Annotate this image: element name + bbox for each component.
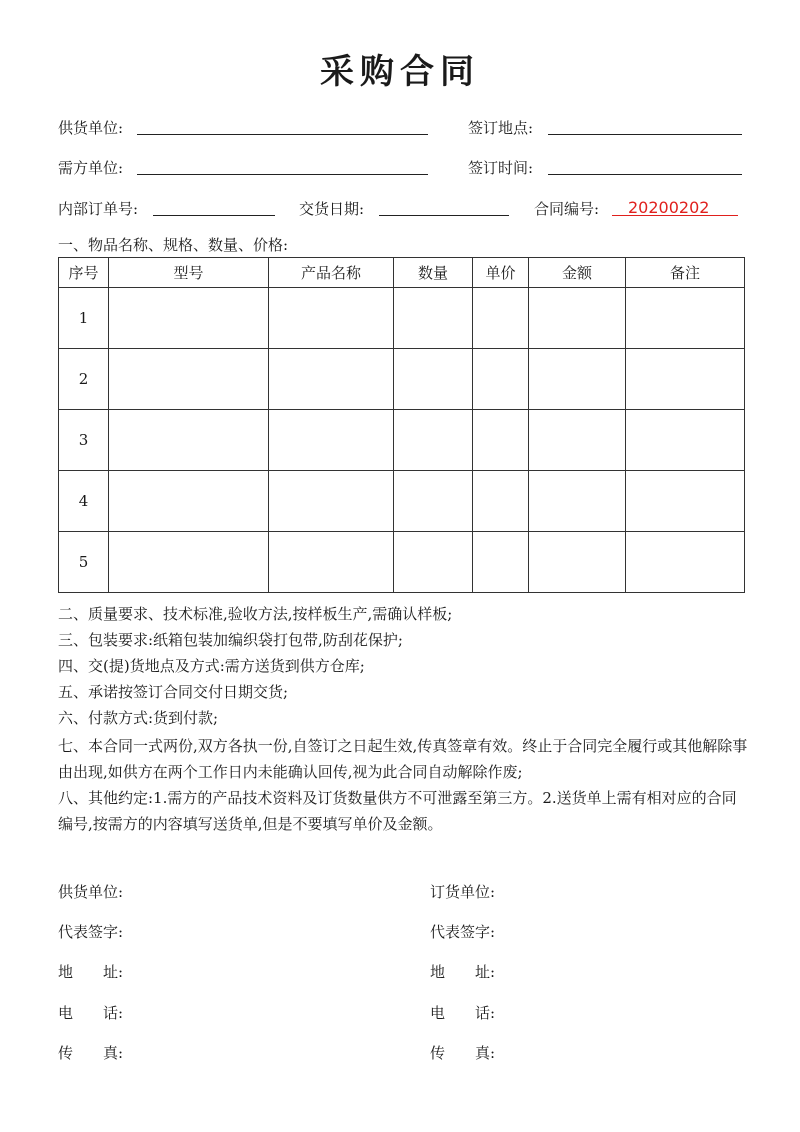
sig-right-orderer: 订货单位: [430, 883, 496, 901]
col-header-amount: 金额 [529, 258, 626, 288]
cell-unit-price[interactable] [473, 532, 529, 593]
cell-model[interactable] [109, 349, 269, 410]
cell-amount[interactable] [529, 288, 626, 349]
cell-unit-price[interactable] [473, 471, 529, 532]
sign-time-field-line[interactable] [548, 174, 742, 175]
sig-left-address: 地 址: [58, 963, 124, 981]
supplier-label: 供货单位: [58, 119, 124, 137]
cell-quantity[interactable] [394, 349, 473, 410]
cell-quantity[interactable] [394, 532, 473, 593]
row-index: 1 [59, 288, 109, 349]
row-index: 2 [59, 349, 109, 410]
clause-7-validity: 七、本合同一式两份,双方各执一份,自签订之日起生效,传真签章有效。终止于合同完全履行或其他解除事由出现,如供方在两个工作日内未能确认回传,视为此合同自动解除作废; [58, 737, 748, 781]
table-row [59, 288, 745, 349]
clause-6-payment: 六、付款方式:货到付款; [58, 709, 219, 727]
order-no-field-line[interactable] [153, 215, 275, 216]
sig-right-fax: 传 真: [430, 1044, 496, 1062]
sig-left-phone: 电 话: [58, 1004, 124, 1022]
sig-left-fax: 传 真: [58, 1044, 124, 1062]
delivery-date-field-line[interactable] [379, 215, 509, 216]
clause-4-delivery: 四、交(提)货地点及方式:需方送货到供方仓库; [58, 657, 365, 675]
clause-2-quality: 二、质量要求、技术标准,验收方法,按样板生产,需确认样板; [58, 605, 453, 623]
cell-unit-price[interactable] [473, 349, 529, 410]
cell-amount[interactable] [529, 410, 626, 471]
cell-amount[interactable] [529, 471, 626, 532]
cell-remarks[interactable] [626, 288, 745, 349]
cell-product-name[interactable] [269, 288, 394, 349]
cell-product-name[interactable] [269, 532, 394, 593]
sign-place-label: 签订地点: [468, 119, 534, 137]
cell-product-name[interactable] [269, 410, 394, 471]
cell-product-name[interactable] [269, 349, 394, 410]
sig-left-representative: 代表签字: [58, 923, 124, 941]
col-header-unit-price: 单价 [473, 258, 529, 288]
buyer-label: 需方单位: [58, 159, 124, 177]
cell-quantity[interactable] [394, 288, 473, 349]
cell-product-name[interactable] [269, 471, 394, 532]
cell-remarks[interactable] [626, 349, 745, 410]
cell-model[interactable] [109, 410, 269, 471]
sig-right-address: 地 址: [430, 963, 496, 981]
cell-remarks[interactable] [626, 532, 745, 593]
sig-left-supplier: 供货单位: [58, 883, 124, 901]
order-no-label: 内部订单号: [58, 200, 139, 218]
cell-quantity[interactable] [394, 410, 473, 471]
col-header-remarks: 备注 [626, 258, 745, 288]
cell-amount[interactable] [529, 532, 626, 593]
table-row [59, 532, 745, 593]
supplier-field-line[interactable] [137, 134, 428, 135]
sign-place-field-line[interactable] [548, 134, 742, 135]
cell-unit-price[interactable] [473, 288, 529, 349]
row-index: 3 [59, 410, 109, 471]
items-table [58, 257, 745, 593]
sign-time-label: 签订时间: [468, 159, 534, 177]
table-row [59, 471, 745, 532]
clause-8-other: 八、其他约定:1.需方的产品技术资料及订货数量供方不可泄露至第三方。2.送货单上需有相对应的合同编号,按需方的内容填写送货单,但是不要填写单价及金额。 [58, 789, 737, 833]
contract-no-label: 合同编号: [534, 200, 600, 218]
col-header-quantity: 数量 [394, 258, 473, 288]
cell-quantity[interactable] [394, 471, 473, 532]
clause-5-commitment: 五、承诺按签订合同交付日期交货; [58, 683, 289, 701]
table-header-row [59, 258, 745, 288]
cell-amount[interactable] [529, 349, 626, 410]
buyer-field-line[interactable] [137, 174, 428, 175]
col-header-index: 序号 [59, 258, 109, 288]
table-row [59, 410, 745, 471]
contract-no-underline [612, 215, 738, 216]
sig-right-phone: 电 话: [430, 1004, 496, 1022]
row-index: 5 [59, 532, 109, 593]
clause-3-packaging: 三、包装要求:纸箱包装加编织袋打包带,防刮花保护; [58, 631, 403, 649]
delivery-date-label: 交货日期: [299, 200, 365, 218]
table-row [59, 349, 745, 410]
cell-unit-price[interactable] [473, 410, 529, 471]
cell-model[interactable] [109, 471, 269, 532]
col-header-product-name: 产品名称 [269, 258, 394, 288]
section1-title: 一、物品名称、规格、数量、价格: [58, 236, 289, 254]
contract-no-value: 20200202 [628, 198, 710, 217]
col-header-model: 型号 [109, 258, 269, 288]
cell-model[interactable] [109, 532, 269, 593]
cell-model[interactable] [109, 288, 269, 349]
row-index: 4 [59, 471, 109, 532]
cell-remarks[interactable] [626, 471, 745, 532]
sig-right-representative: 代表签字: [430, 923, 496, 941]
document-title: 采购合同 [320, 52, 480, 92]
cell-remarks[interactable] [626, 410, 745, 471]
